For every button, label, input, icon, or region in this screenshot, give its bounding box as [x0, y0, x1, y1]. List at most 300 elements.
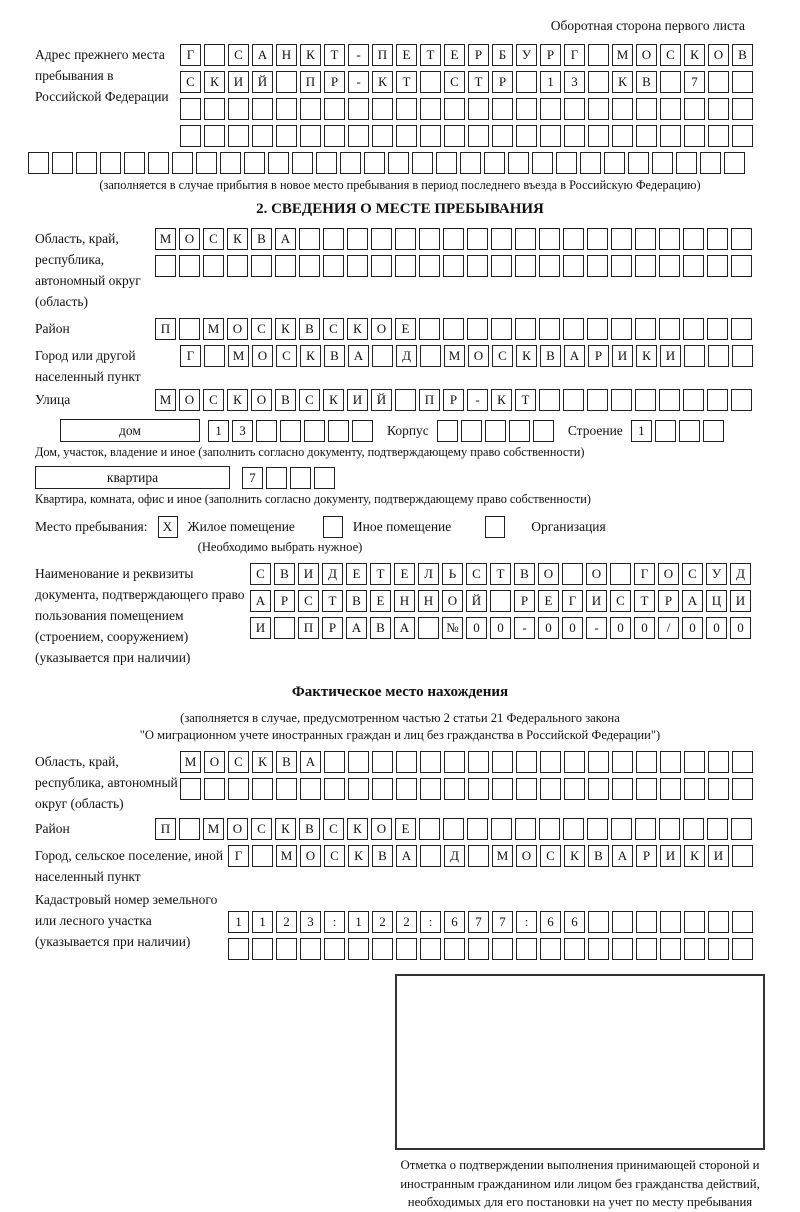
char-box[interactable]: 6 [540, 911, 561, 933]
char-box[interactable]: С [323, 318, 344, 340]
char-box[interactable]: О [252, 345, 273, 367]
char-box[interactable] [228, 778, 249, 800]
char-box[interactable]: 0 [706, 617, 727, 639]
char-box[interactable] [684, 98, 705, 120]
char-box[interactable] [652, 152, 673, 174]
char-box[interactable]: О [227, 818, 248, 840]
char-box[interactable] [276, 71, 297, 93]
char-box[interactable] [532, 152, 553, 174]
char-box[interactable]: А [396, 845, 417, 867]
char-box[interactable] [468, 778, 489, 800]
char-box[interactable] [635, 389, 656, 411]
char-box[interactable]: А [394, 617, 415, 639]
char-box[interactable] [635, 318, 656, 340]
char-box[interactable]: С [682, 563, 703, 585]
char-box[interactable]: А [348, 345, 369, 367]
stay-option-other-checkbox[interactable] [323, 516, 343, 538]
char-box[interactable]: О [204, 751, 225, 773]
char-box[interactable] [268, 152, 289, 174]
char-box[interactable] [732, 125, 753, 147]
char-box[interactable]: У [516, 44, 537, 66]
char-box[interactable] [180, 125, 201, 147]
char-box[interactable]: О [658, 563, 679, 585]
char-box[interactable]: А [346, 617, 367, 639]
char-box[interactable] [300, 98, 321, 120]
char-box[interactable] [683, 228, 704, 250]
char-box[interactable] [396, 98, 417, 120]
char-box[interactable]: М [492, 845, 513, 867]
char-box[interactable] [732, 911, 753, 933]
char-box[interactable] [655, 420, 676, 442]
char-box[interactable] [299, 255, 320, 277]
char-box[interactable] [539, 228, 560, 250]
char-box[interactable]: В [299, 818, 320, 840]
char-box[interactable] [420, 98, 441, 120]
char-box[interactable]: 2 [396, 911, 417, 933]
char-box[interactable] [388, 152, 409, 174]
char-box[interactable]: Р [540, 44, 561, 66]
char-box[interactable]: С [466, 563, 487, 585]
char-box[interactable] [204, 778, 225, 800]
char-box[interactable] [612, 911, 633, 933]
char-box[interactable] [732, 778, 753, 800]
char-box[interactable]: - [514, 617, 535, 639]
char-box[interactable]: О [586, 563, 607, 585]
char-box[interactable]: И [228, 71, 249, 93]
char-box[interactable] [418, 617, 439, 639]
char-box[interactable]: Е [538, 590, 559, 612]
char-box[interactable]: Г [562, 590, 583, 612]
char-box[interactable]: С [251, 318, 272, 340]
char-box[interactable]: С [610, 590, 631, 612]
char-box[interactable] [700, 152, 721, 174]
char-box[interactable] [588, 911, 609, 933]
char-box[interactable]: Р [274, 590, 295, 612]
char-box[interactable] [372, 778, 393, 800]
char-box[interactable] [204, 125, 225, 147]
char-box[interactable] [436, 152, 457, 174]
char-box[interactable] [587, 818, 608, 840]
char-box[interactable] [348, 125, 369, 147]
char-box[interactable] [587, 389, 608, 411]
char-box[interactable]: - [348, 71, 369, 93]
char-box[interactable] [372, 98, 393, 120]
char-box[interactable]: О [371, 818, 392, 840]
char-box[interactable]: В [732, 44, 753, 66]
char-box[interactable] [266, 467, 287, 489]
char-box[interactable]: К [491, 389, 512, 411]
char-box[interactable] [396, 778, 417, 800]
char-box[interactable] [660, 71, 681, 93]
char-box[interactable] [659, 389, 680, 411]
char-box[interactable] [540, 938, 561, 960]
char-box[interactable] [28, 152, 49, 174]
char-box[interactable] [300, 125, 321, 147]
char-box[interactable]: В [370, 617, 391, 639]
char-box[interactable] [508, 152, 529, 174]
char-box[interactable] [340, 152, 361, 174]
char-box[interactable]: В [346, 590, 367, 612]
char-box[interactable] [443, 318, 464, 340]
char-box[interactable] [636, 751, 657, 773]
char-box[interactable] [395, 228, 416, 250]
char-box[interactable]: Й [371, 389, 392, 411]
char-box[interactable] [563, 818, 584, 840]
char-box[interactable]: О [442, 590, 463, 612]
char-box[interactable]: П [298, 617, 319, 639]
char-box[interactable] [612, 751, 633, 773]
char-box[interactable]: В [588, 845, 609, 867]
char-box[interactable] [468, 98, 489, 120]
char-box[interactable] [348, 938, 369, 960]
char-box[interactable] [316, 152, 337, 174]
char-box[interactable] [372, 751, 393, 773]
char-box[interactable] [611, 255, 632, 277]
char-box[interactable]: 3 [232, 420, 253, 442]
char-box[interactable] [371, 228, 392, 250]
char-box[interactable]: Р [324, 71, 345, 93]
char-box[interactable]: О [468, 345, 489, 367]
char-box[interactable]: № [442, 617, 463, 639]
char-box[interactable] [707, 389, 728, 411]
char-box[interactable] [443, 255, 464, 277]
char-box[interactable] [324, 125, 345, 147]
char-box[interactable]: Н [418, 590, 439, 612]
char-box[interactable]: К [684, 44, 705, 66]
char-box[interactable]: Р [588, 345, 609, 367]
char-box[interactable] [564, 778, 585, 800]
char-box[interactable] [228, 938, 249, 960]
char-box[interactable] [539, 389, 560, 411]
char-box[interactable]: Р [322, 617, 343, 639]
char-box[interactable]: Т [396, 71, 417, 93]
char-box[interactable] [708, 345, 729, 367]
char-box[interactable]: С [276, 345, 297, 367]
char-box[interactable] [612, 778, 633, 800]
char-box[interactable] [348, 98, 369, 120]
char-box[interactable]: Д [444, 845, 465, 867]
char-box[interactable] [708, 98, 729, 120]
char-box[interactable] [533, 420, 554, 442]
char-box[interactable] [252, 845, 273, 867]
char-box[interactable] [220, 152, 241, 174]
char-box[interactable]: - [467, 389, 488, 411]
char-box[interactable] [707, 818, 728, 840]
char-box[interactable] [444, 778, 465, 800]
char-box[interactable] [563, 389, 584, 411]
char-box[interactable]: 0 [562, 617, 583, 639]
char-box[interactable]: Г [180, 345, 201, 367]
char-box[interactable]: Ц [706, 590, 727, 612]
char-box[interactable] [683, 818, 704, 840]
char-box[interactable] [731, 389, 752, 411]
char-box[interactable] [461, 420, 482, 442]
apartment-type-field[interactable]: квартира [35, 466, 230, 489]
char-box[interactable] [539, 818, 560, 840]
char-box[interactable] [732, 938, 753, 960]
char-box[interactable] [204, 98, 225, 120]
char-box[interactable] [684, 345, 705, 367]
char-box[interactable] [179, 318, 200, 340]
stay-option-organization-checkbox[interactable] [485, 516, 505, 538]
char-box[interactable]: В [251, 228, 272, 250]
char-box[interactable] [420, 125, 441, 147]
char-box[interactable]: 3 [300, 911, 321, 933]
char-box[interactable]: А [564, 345, 585, 367]
char-box[interactable] [707, 318, 728, 340]
char-box[interactable]: К [252, 751, 273, 773]
char-box[interactable] [562, 563, 583, 585]
char-box[interactable]: 1 [252, 911, 273, 933]
char-box[interactable] [419, 318, 440, 340]
char-box[interactable]: В [372, 845, 393, 867]
char-box[interactable]: 7 [684, 71, 705, 93]
char-box[interactable] [395, 389, 416, 411]
char-box[interactable] [515, 255, 536, 277]
char-box[interactable] [660, 98, 681, 120]
char-box[interactable]: В [540, 345, 561, 367]
char-box[interactable] [172, 152, 193, 174]
char-box[interactable]: С [492, 345, 513, 367]
char-box[interactable]: Г [228, 845, 249, 867]
char-box[interactable] [516, 751, 537, 773]
char-box[interactable]: О [538, 563, 559, 585]
char-box[interactable]: К [612, 71, 633, 93]
char-box[interactable] [437, 420, 458, 442]
char-box[interactable] [612, 938, 633, 960]
char-box[interactable] [636, 778, 657, 800]
char-box[interactable]: Н [276, 44, 297, 66]
char-box[interactable] [515, 818, 536, 840]
char-box[interactable]: В [274, 563, 295, 585]
char-box[interactable] [611, 389, 632, 411]
char-box[interactable] [468, 125, 489, 147]
char-box[interactable]: Е [370, 590, 391, 612]
char-box[interactable] [179, 255, 200, 277]
char-box[interactable]: О [179, 389, 200, 411]
char-box[interactable] [276, 938, 297, 960]
char-box[interactable] [420, 845, 441, 867]
house-type-field[interactable]: дом [60, 419, 200, 442]
char-box[interactable] [492, 751, 513, 773]
char-box[interactable]: Й [252, 71, 273, 93]
char-box[interactable] [196, 152, 217, 174]
char-box[interactable] [540, 98, 561, 120]
char-box[interactable]: О [708, 44, 729, 66]
char-box[interactable]: С [203, 389, 224, 411]
char-box[interactable]: И [730, 590, 751, 612]
char-box[interactable]: А [252, 44, 273, 66]
char-box[interactable] [556, 152, 577, 174]
char-box[interactable] [587, 318, 608, 340]
char-box[interactable]: Р [514, 590, 535, 612]
char-box[interactable]: П [419, 389, 440, 411]
char-box[interactable] [659, 818, 680, 840]
char-box[interactable] [659, 318, 680, 340]
char-box[interactable] [323, 228, 344, 250]
char-box[interactable]: А [612, 845, 633, 867]
char-box[interactable] [179, 818, 200, 840]
char-box[interactable]: Е [346, 563, 367, 585]
char-box[interactable] [100, 152, 121, 174]
char-box[interactable] [420, 751, 441, 773]
char-box[interactable] [420, 345, 441, 367]
char-box[interactable] [468, 845, 489, 867]
char-box[interactable] [444, 98, 465, 120]
char-box[interactable]: В [324, 345, 345, 367]
char-box[interactable] [396, 751, 417, 773]
char-box[interactable]: С [251, 818, 272, 840]
char-box[interactable] [539, 255, 560, 277]
char-box[interactable] [683, 318, 704, 340]
char-box[interactable] [396, 938, 417, 960]
char-box[interactable] [708, 778, 729, 800]
char-box[interactable] [683, 389, 704, 411]
char-box[interactable] [612, 98, 633, 120]
char-box[interactable]: И [250, 617, 271, 639]
char-box[interactable] [588, 751, 609, 773]
char-box[interactable] [352, 420, 373, 442]
char-box[interactable]: Е [396, 44, 417, 66]
char-box[interactable]: С [180, 71, 201, 93]
char-box[interactable]: Т [515, 389, 536, 411]
char-box[interactable]: 0 [730, 617, 751, 639]
char-box[interactable]: О [516, 845, 537, 867]
char-box[interactable] [252, 938, 273, 960]
char-box[interactable] [299, 228, 320, 250]
char-box[interactable] [660, 938, 681, 960]
char-box[interactable] [276, 778, 297, 800]
char-box[interactable] [124, 152, 145, 174]
char-box[interactable] [420, 778, 441, 800]
char-box[interactable] [684, 938, 705, 960]
char-box[interactable] [540, 751, 561, 773]
char-box[interactable]: 1 [540, 71, 561, 93]
char-box[interactable] [280, 420, 301, 442]
char-box[interactable]: В [275, 389, 296, 411]
char-box[interactable] [444, 125, 465, 147]
char-box[interactable] [540, 778, 561, 800]
char-box[interactable]: 1 [348, 911, 369, 933]
char-box[interactable]: Т [468, 71, 489, 93]
char-box[interactable] [684, 778, 705, 800]
char-box[interactable] [628, 152, 649, 174]
char-box[interactable] [412, 152, 433, 174]
char-box[interactable]: П [300, 71, 321, 93]
char-box[interactable] [635, 255, 656, 277]
char-box[interactable] [371, 255, 392, 277]
char-box[interactable] [707, 255, 728, 277]
char-box[interactable] [148, 152, 169, 174]
char-box[interactable] [516, 778, 537, 800]
char-box[interactable]: М [203, 318, 224, 340]
char-box[interactable] [515, 318, 536, 340]
char-box[interactable]: Р [636, 845, 657, 867]
stay-option-residential-checkbox[interactable]: X [158, 516, 178, 538]
char-box[interactable] [659, 228, 680, 250]
char-box[interactable]: П [155, 818, 176, 840]
char-box[interactable]: М [155, 389, 176, 411]
char-box[interactable] [708, 911, 729, 933]
char-box[interactable] [540, 125, 561, 147]
char-box[interactable]: К [564, 845, 585, 867]
char-box[interactable]: 0 [466, 617, 487, 639]
char-box[interactable] [612, 125, 633, 147]
char-box[interactable]: В [276, 751, 297, 773]
char-box[interactable]: О [636, 44, 657, 66]
char-box[interactable]: К [275, 818, 296, 840]
char-box[interactable]: Ь [442, 563, 463, 585]
char-box[interactable] [443, 818, 464, 840]
char-box[interactable] [444, 751, 465, 773]
char-box[interactable] [491, 818, 512, 840]
char-box[interactable]: - [348, 44, 369, 66]
char-box[interactable]: : [516, 911, 537, 933]
char-box[interactable] [290, 467, 311, 489]
char-box[interactable] [492, 938, 513, 960]
char-box[interactable] [563, 255, 584, 277]
char-box[interactable] [204, 44, 225, 66]
char-box[interactable] [684, 751, 705, 773]
char-box[interactable]: Р [492, 71, 513, 93]
char-box[interactable]: О [251, 389, 272, 411]
char-box[interactable] [274, 617, 295, 639]
char-box[interactable]: 1 [228, 911, 249, 933]
char-box[interactable] [468, 938, 489, 960]
char-box[interactable] [564, 938, 585, 960]
char-box[interactable] [324, 778, 345, 800]
char-box[interactable] [347, 255, 368, 277]
char-box[interactable] [484, 152, 505, 174]
char-box[interactable]: Г [564, 44, 585, 66]
char-box[interactable]: С [298, 590, 319, 612]
char-box[interactable] [251, 255, 272, 277]
char-box[interactable] [252, 98, 273, 120]
char-box[interactable] [491, 318, 512, 340]
char-box[interactable]: Д [396, 345, 417, 367]
char-box[interactable]: К [516, 345, 537, 367]
char-box[interactable] [372, 938, 393, 960]
char-box[interactable]: А [682, 590, 703, 612]
char-box[interactable]: У [706, 563, 727, 585]
char-box[interactable] [660, 911, 681, 933]
char-box[interactable] [252, 125, 273, 147]
char-box[interactable] [348, 751, 369, 773]
char-box[interactable]: И [660, 845, 681, 867]
char-box[interactable]: Т [490, 563, 511, 585]
char-box[interactable]: А [300, 751, 321, 773]
char-box[interactable] [635, 818, 656, 840]
char-box[interactable]: С [228, 44, 249, 66]
char-box[interactable] [324, 938, 345, 960]
char-box[interactable]: Б [492, 44, 513, 66]
char-box[interactable] [364, 152, 385, 174]
char-box[interactable] [587, 228, 608, 250]
char-box[interactable]: С [324, 845, 345, 867]
char-box[interactable] [228, 98, 249, 120]
char-box[interactable]: Т [322, 590, 343, 612]
char-box[interactable] [724, 152, 745, 174]
char-box[interactable] [708, 71, 729, 93]
char-box[interactable]: 0 [490, 617, 511, 639]
char-box[interactable] [564, 98, 585, 120]
char-box[interactable]: 1 [208, 420, 229, 442]
char-box[interactable]: С [660, 44, 681, 66]
char-box[interactable] [660, 125, 681, 147]
char-box[interactable]: С [323, 818, 344, 840]
char-box[interactable] [491, 255, 512, 277]
char-box[interactable] [516, 98, 537, 120]
